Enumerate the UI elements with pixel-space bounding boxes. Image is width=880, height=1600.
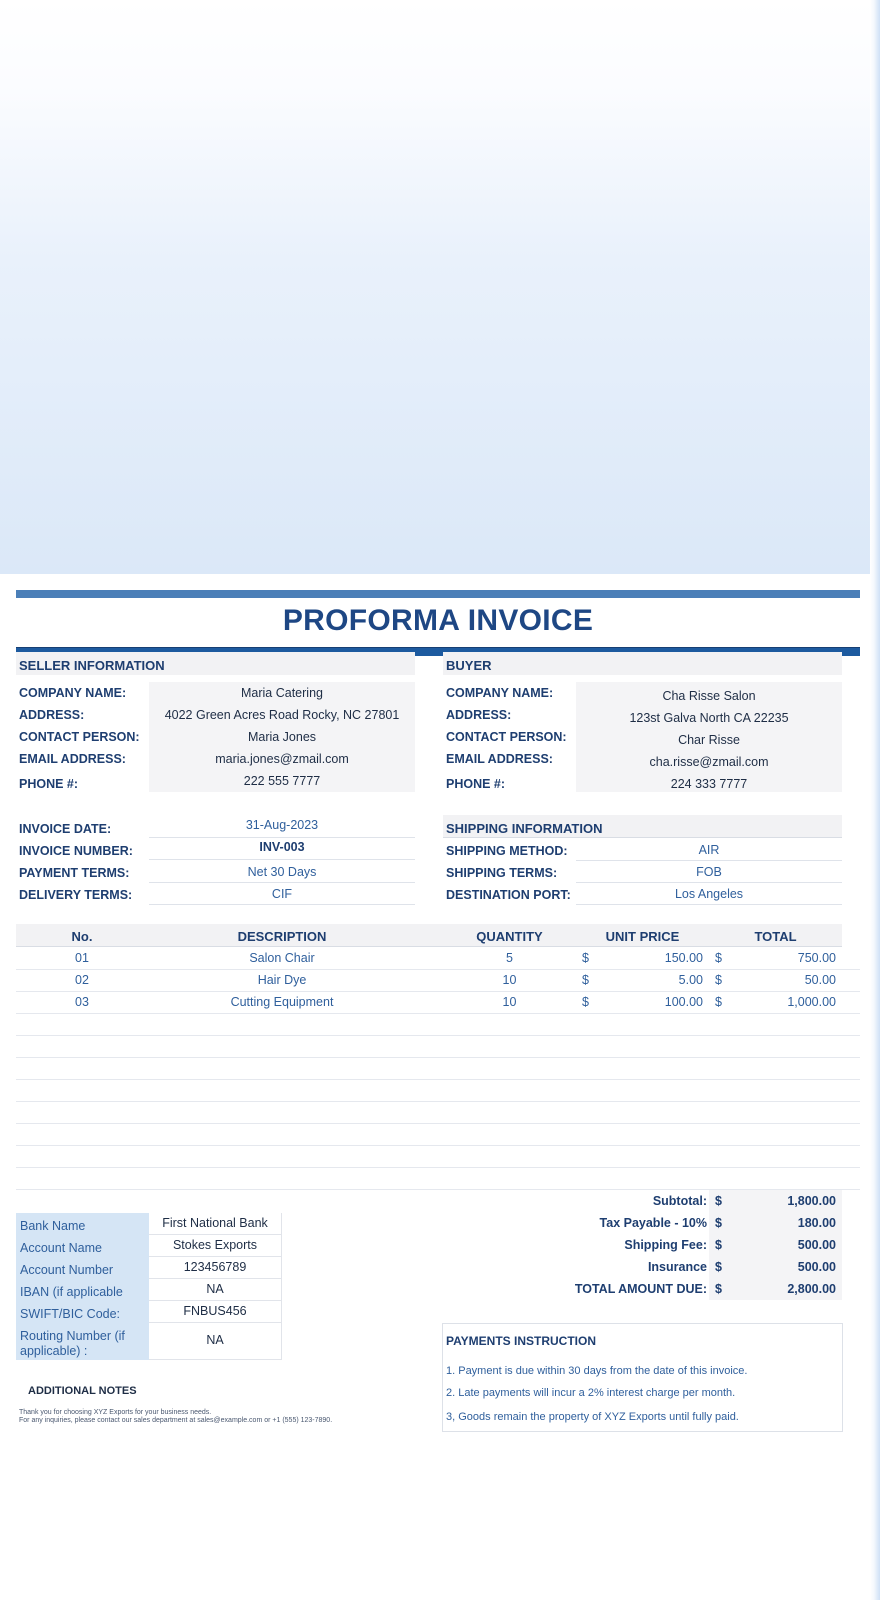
shipping-heading: SHIPPING INFORMATION bbox=[443, 815, 842, 838]
shipping-fee-value: 500.00 bbox=[797, 1238, 836, 1252]
col-header-description: DESCRIPTION bbox=[237, 929, 327, 944]
seller-phone: 222 555 7777 bbox=[243, 774, 321, 788]
buyer-company: Cha Risse Salon bbox=[662, 689, 756, 703]
item-1-total-currency: $ bbox=[715, 951, 722, 965]
total-due-currency: $ bbox=[715, 1282, 722, 1296]
col-header-quantity: QUANTITY bbox=[476, 929, 543, 944]
swift-value: FNBUS456 bbox=[149, 1301, 282, 1323]
bank-name-value: First National Bank bbox=[149, 1213, 282, 1235]
col-header-unit-price: UNIT PRICE bbox=[605, 929, 680, 944]
item-3-description: Cutting Equipment bbox=[230, 995, 334, 1009]
buyer-heading: BUYER bbox=[443, 652, 842, 675]
buyer-phone: 224 333 7777 bbox=[670, 777, 748, 791]
iban-label: IBAN (if applicable bbox=[16, 1279, 149, 1301]
seller-address: 4022 Green Acres Road Rocky, NC 27801 bbox=[164, 708, 400, 722]
seller-label-address: ADDRESS: bbox=[19, 708, 85, 722]
buyer-label-address: ADDRESS: bbox=[446, 708, 512, 722]
seller-email: maria.jones@zmail.com bbox=[215, 752, 349, 766]
invoice-date: 31-Aug-2023 bbox=[149, 818, 415, 838]
seller-label-email: EMAIL ADDRESS: bbox=[19, 752, 126, 766]
row-divider bbox=[16, 1145, 860, 1146]
seller-contact: Maria Jones bbox=[247, 730, 317, 744]
item-1-price-currency: $ bbox=[582, 951, 589, 965]
item-2-total-currency: $ bbox=[715, 973, 722, 987]
insurance-value: 500.00 bbox=[797, 1260, 836, 1274]
item-2-unit-price: 5.00 bbox=[678, 973, 703, 987]
item-3-unit-price: 100.00 bbox=[664, 995, 703, 1009]
additional-notes-heading: ADDITIONAL NOTES bbox=[28, 1385, 137, 1397]
item-1-quantity: 5 bbox=[506, 951, 513, 965]
tax-value: 180.00 bbox=[797, 1216, 836, 1230]
total-due-label: TOTAL AMOUNT DUE: bbox=[574, 1282, 707, 1296]
subtotal-currency: $ bbox=[715, 1194, 722, 1208]
item-2-quantity: 10 bbox=[502, 973, 517, 987]
bank-name-label: Bank Name bbox=[16, 1213, 149, 1235]
item-2-description: Hair Dye bbox=[257, 973, 307, 987]
total-due-value: 2,800.00 bbox=[787, 1282, 836, 1296]
col-header-total: TOTAL bbox=[754, 929, 797, 944]
seller-heading: SELLER INFORMATION bbox=[16, 652, 415, 675]
shipping-fee-currency: $ bbox=[715, 1238, 722, 1252]
top-background bbox=[0, 0, 880, 574]
buyer-email: cha.risse@zmail.com bbox=[649, 755, 769, 769]
row-divider bbox=[16, 1035, 860, 1036]
account-name-label: Account Name bbox=[16, 1235, 149, 1257]
payment-terms-label: PAYMENT TERMS: bbox=[19, 866, 130, 880]
subtotal-value: 1,800.00 bbox=[787, 1194, 836, 1208]
notes-line-2: For any inquiries, please contact our sales department at sales@example.com or +1 (555) 123-7890. bbox=[19, 1417, 333, 1424]
delivery-terms-label: DELIVERY TERMS: bbox=[19, 888, 133, 902]
seller-label-phone: PHONE #: bbox=[19, 777, 79, 791]
item-3-total-currency: $ bbox=[715, 995, 722, 1009]
buyer-label-phone: PHONE #: bbox=[446, 777, 506, 791]
routing-number-label: Routing Number (if applicable) : bbox=[16, 1323, 149, 1360]
iban-value: NA bbox=[149, 1279, 282, 1301]
item-1-description: Salon Chair bbox=[249, 951, 315, 965]
buyer-label-email: EMAIL ADDRESS: bbox=[446, 752, 553, 766]
invoice-number: INV-003 bbox=[149, 840, 415, 860]
row-divider bbox=[16, 1123, 860, 1124]
seller-label-company: COMPANY NAME: bbox=[19, 686, 127, 700]
item-2-price-currency: $ bbox=[582, 973, 589, 987]
payment-terms: Net 30 Days bbox=[149, 865, 415, 883]
item-2-no: 02 bbox=[75, 973, 89, 987]
invoice-document bbox=[0, 574, 870, 1600]
shipping-fee-label: Shipping Fee: bbox=[624, 1238, 707, 1252]
page-title: PROFORMA INVOICE bbox=[282, 604, 594, 637]
item-3-total: 1,000.00 bbox=[787, 995, 836, 1009]
invoice-number-label: INVOICE NUMBER: bbox=[19, 844, 133, 858]
destination-port: Los Angeles bbox=[576, 887, 842, 905]
payment-line-1: 1. Payment is due within 30 days from the date of this invoice. bbox=[446, 1365, 748, 1377]
item-3-no: 03 bbox=[75, 995, 89, 1009]
row-divider bbox=[16, 1101, 860, 1102]
row-divider bbox=[16, 1057, 860, 1058]
invoice-date-label: INVOICE DATE: bbox=[19, 822, 112, 836]
buyer-label-contact: CONTACT PERSON: bbox=[446, 730, 567, 744]
shipping-method-label: SHIPPING METHOD: bbox=[446, 844, 568, 858]
routing-number-value: NA bbox=[149, 1323, 282, 1360]
buyer-address: 123st Galva North CA 22235 bbox=[629, 711, 789, 725]
row-divider bbox=[16, 1079, 860, 1080]
shipping-terms: FOB bbox=[576, 865, 842, 883]
account-number-label: Account Number bbox=[16, 1257, 149, 1279]
swift-label: SWIFT/BIC Code: bbox=[16, 1301, 149, 1323]
buyer-contact: Char Risse bbox=[678, 733, 740, 747]
destination-port-label: DESTINATION PORT: bbox=[446, 888, 571, 902]
row-divider bbox=[16, 991, 860, 992]
item-1-no: 01 bbox=[75, 951, 89, 965]
row-divider bbox=[16, 969, 860, 970]
subtotal-label: Subtotal: bbox=[652, 1194, 707, 1208]
notes-line-1: Thank you for choosing XYZ Exports for your business needs. bbox=[19, 1409, 212, 1416]
payment-line-3: 3, Goods remain the property of XYZ Exports until fully paid. bbox=[446, 1411, 739, 1423]
account-name-value: Stokes Exports bbox=[149, 1235, 282, 1257]
top-rule bbox=[16, 590, 860, 598]
seller-company: Maria Catering bbox=[241, 686, 323, 700]
tax-label: Tax Payable - 10% bbox=[599, 1216, 707, 1230]
shipping-terms-label: SHIPPING TERMS: bbox=[446, 866, 558, 880]
row-divider bbox=[16, 1167, 860, 1168]
row-divider bbox=[16, 1013, 860, 1014]
seller-label-contact: CONTACT PERSON: bbox=[19, 730, 140, 744]
col-header-no: No. bbox=[71, 929, 93, 944]
insurance-currency: $ bbox=[715, 1260, 722, 1274]
item-1-unit-price: 150.00 bbox=[664, 951, 703, 965]
delivery-terms: CIF bbox=[149, 887, 415, 905]
account-number-value: 123456789 bbox=[149, 1257, 282, 1279]
item-3-quantity: 10 bbox=[502, 995, 517, 1009]
item-3-price-currency: $ bbox=[582, 995, 589, 1009]
right-edge-shadow bbox=[870, 0, 880, 1600]
shipping-method: AIR bbox=[576, 843, 842, 861]
insurance-label: Insurance bbox=[647, 1260, 707, 1274]
payment-line-2: 2. Late payments will incur a 2% interest charge per month. bbox=[446, 1387, 736, 1399]
item-1-total: 750.00 bbox=[797, 951, 836, 965]
item-2-total: 50.00 bbox=[804, 973, 836, 987]
buyer-label-company: COMPANY NAME: bbox=[446, 686, 554, 700]
tax-currency: $ bbox=[715, 1216, 722, 1230]
payments-instruction-heading: PAYMENTS INSTRUCTION bbox=[446, 1334, 597, 1348]
